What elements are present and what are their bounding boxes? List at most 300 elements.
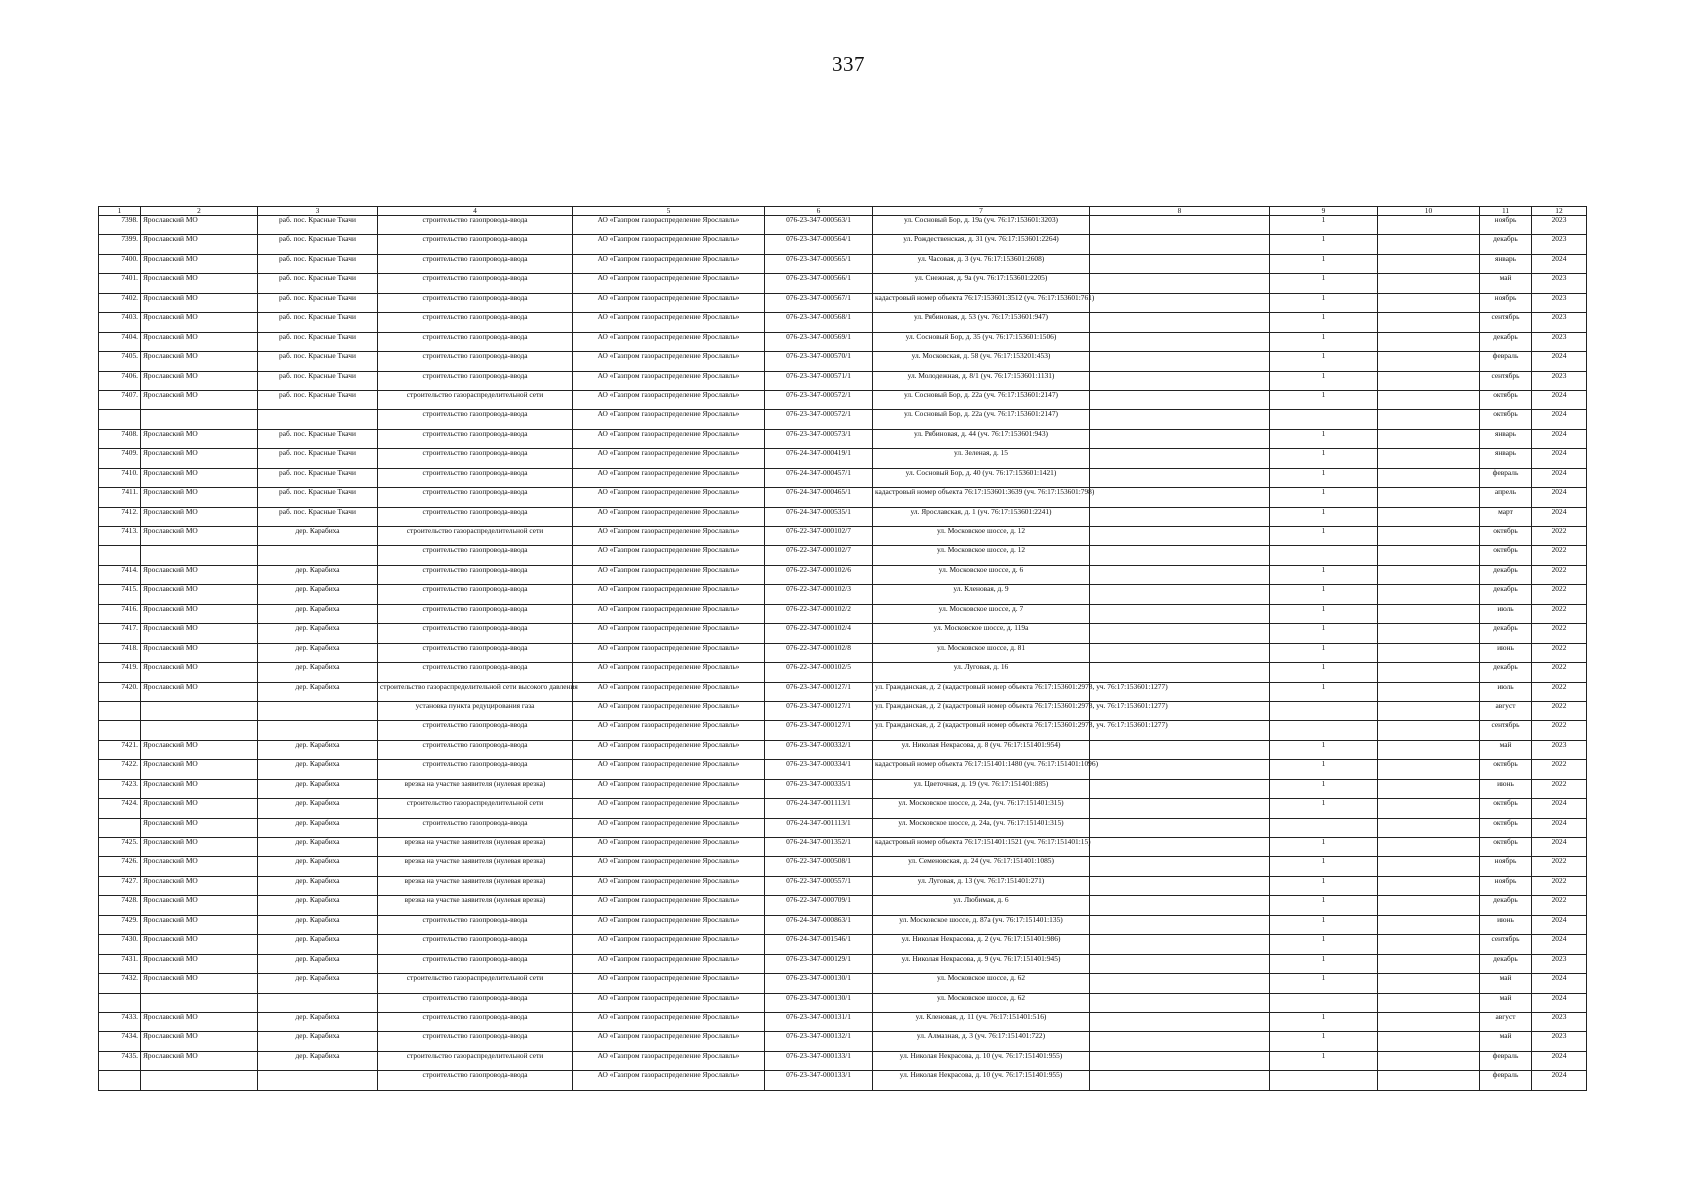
cell-address: ул. Московское шоссе, д. 6: [873, 565, 1090, 584]
cell-quantity: [1270, 701, 1378, 720]
cell-work-type: строительство газопровода-ввода: [378, 546, 573, 565]
cell-organization: АО «Газпром газораспределение Ярославль»: [573, 546, 765, 565]
cell-municipality: [141, 721, 258, 740]
cell-address: ул. Московское шоссе, д. 62: [873, 974, 1090, 993]
table-row: [99, 838, 1587, 857]
cell-quantity: 1: [1270, 857, 1378, 876]
table-row: [99, 274, 1587, 293]
cell-address: ул. Московское шоссе, д. 24а, (уч. 76:17:151401:315): [873, 799, 1090, 818]
cell-year: 2023: [1532, 235, 1587, 254]
cell-quantity: 1: [1270, 779, 1378, 798]
cell-organization: АО «Газпром газораспределение Ярославль»: [573, 216, 765, 235]
cell-municipality: Ярославский МО: [141, 371, 258, 390]
cell-col-10: [1378, 1051, 1480, 1070]
cell-contract-number: 076-23-347-000572/1: [765, 390, 873, 409]
cell-work-type: строительство газопровода-ввода: [378, 721, 573, 740]
cell-organization: АО «Газпром газораспределение Ярославль»: [573, 740, 765, 759]
cell-col-8: [1090, 429, 1270, 448]
column-header-12: 12: [1532, 207, 1587, 216]
cell-year: 2022: [1532, 682, 1587, 701]
cell-month: июнь: [1480, 643, 1532, 662]
cell-col-8: [1090, 352, 1270, 371]
cell-settlement: дер. Карабиха: [258, 565, 378, 584]
cell-address: ул. Снежная, д. 9а (уч. 76:17:153601:2205): [873, 274, 1090, 293]
cell-col-8: [1090, 604, 1270, 623]
cell-month: ноябрь: [1480, 293, 1532, 312]
cell-col-10: [1378, 352, 1480, 371]
cell-organization: АО «Газпром газораспределение Ярославль»: [573, 507, 765, 526]
cell-row-number: 7429.: [99, 915, 141, 934]
cell-quantity: [1270, 410, 1378, 429]
cell-quantity: [1270, 818, 1378, 837]
cell-address: ул. Рождественская, д. 31 (уч. 76:17:153601:2264): [873, 235, 1090, 254]
cell-quantity: 1: [1270, 1012, 1378, 1031]
cell-col-10: [1378, 643, 1480, 662]
cell-col-10: [1378, 857, 1480, 876]
cell-year: 2023: [1532, 1032, 1587, 1051]
cell-row-number: 7421.: [99, 740, 141, 759]
cell-row-number: 7409.: [99, 449, 141, 468]
cell-settlement: раб. пос. Красные Ткачи: [258, 352, 378, 371]
page-number: 337: [832, 52, 865, 76]
cell-col-8: [1090, 254, 1270, 273]
cell-row-number: 7426.: [99, 857, 141, 876]
cell-settlement: дер. Карабиха: [258, 585, 378, 604]
cell-contract-number: 076-24-347-000863/1: [765, 915, 873, 934]
column-header-8: 8: [1090, 207, 1270, 216]
cell-organization: АО «Газпром газораспределение Ярославль»: [573, 429, 765, 448]
cell-municipality: Ярославский МО: [141, 1051, 258, 1070]
cell-row-number: 7419.: [99, 663, 141, 682]
cell-quantity: 1: [1270, 954, 1378, 973]
cell-work-type: строительство газопровода-ввода: [378, 429, 573, 448]
cell-row-number: 7420.: [99, 682, 141, 701]
cell-year: 2024: [1532, 429, 1587, 448]
cell-col-10: [1378, 468, 1480, 487]
cell-col-10: [1378, 546, 1480, 565]
cell-work-type: строительство газопровода-ввода: [378, 935, 573, 954]
cell-settlement: дер. Карабиха: [258, 604, 378, 623]
cell-settlement: дер. Карабиха: [258, 1051, 378, 1070]
cell-col-10: [1378, 818, 1480, 837]
table-row: [99, 1071, 1587, 1090]
cell-col-10: [1378, 682, 1480, 701]
table-row: [99, 352, 1587, 371]
cell-organization: АО «Газпром газораспределение Ярославль»: [573, 449, 765, 468]
table-row: [99, 1012, 1587, 1031]
cell-work-type: строительство газопровода-ввода: [378, 760, 573, 779]
cell-col-10: [1378, 254, 1480, 273]
cell-row-number: 7404.: [99, 332, 141, 351]
cell-contract-number: 076-22-347-000102/7: [765, 546, 873, 565]
cell-contract-number: 076-23-347-000573/1: [765, 429, 873, 448]
cell-settlement: дер. Карабиха: [258, 818, 378, 837]
column-header-11: 11: [1480, 207, 1532, 216]
cell-quantity: 1: [1270, 216, 1378, 235]
cell-contract-number: 076-24-347-001546/1: [765, 935, 873, 954]
cell-municipality: Ярославский МО: [141, 274, 258, 293]
cell-municipality: Ярославский МО: [141, 740, 258, 759]
cell-organization: АО «Газпром газораспределение Ярославль»: [573, 488, 765, 507]
cell-year: 2022: [1532, 876, 1587, 895]
cell-address: ул. Гражданская, д. 2 (кадастровый номер объекта 76:17:153601:2978, уч. 76:17:153601:1277): [873, 701, 1090, 720]
table-row: [99, 954, 1587, 973]
cell-year: 2022: [1532, 604, 1587, 623]
cell-contract-number: 076-23-347-000130/1: [765, 993, 873, 1012]
cell-contract-number: 076-23-347-000564/1: [765, 235, 873, 254]
cell-col-8: [1090, 585, 1270, 604]
cell-year: 2022: [1532, 701, 1587, 720]
cell-col-8: [1090, 274, 1270, 293]
cell-month: январь: [1480, 449, 1532, 468]
cell-work-type: строительство газопровода-ввода: [378, 565, 573, 584]
cell-quantity: 1: [1270, 371, 1378, 390]
cell-municipality: Ярославский МО: [141, 313, 258, 332]
cell-row-number: [99, 1071, 141, 1090]
cell-address: ул. Сосновый Бор, д. 22а (уч. 76:17:153601:2147): [873, 390, 1090, 409]
cell-address: ул. Московское шоссе, д. 62: [873, 993, 1090, 1012]
cell-address: ул. Луговая, д. 16: [873, 663, 1090, 682]
cell-organization: АО «Газпром газораспределение Ярославль»: [573, 779, 765, 798]
cell-municipality: Ярославский МО: [141, 254, 258, 273]
cell-municipality: Ярославский МО: [141, 643, 258, 662]
cell-settlement: дер. Карабиха: [258, 779, 378, 798]
cell-work-type: строительство газораспределительной сети: [378, 1051, 573, 1070]
cell-quantity: 1: [1270, 274, 1378, 293]
cell-address: ул. Московское шоссе, д. 119а: [873, 624, 1090, 643]
cell-month: июнь: [1480, 915, 1532, 934]
cell-settlement: раб. пос. Красные Ткачи: [258, 254, 378, 273]
cell-contract-number: 076-24-347-001352/1: [765, 838, 873, 857]
cell-municipality: Ярославский МО: [141, 896, 258, 915]
cell-settlement: дер. Карабиха: [258, 857, 378, 876]
cell-row-number: 7401.: [99, 274, 141, 293]
cell-row-number: 7433.: [99, 1012, 141, 1031]
cell-row-number: 7415.: [99, 585, 141, 604]
cell-col-8: [1090, 779, 1270, 798]
column-header-9: 9: [1270, 207, 1378, 216]
cell-quantity: 1: [1270, 604, 1378, 623]
cell-month: июль: [1480, 604, 1532, 623]
cell-work-type: строительство газопровода-ввода: [378, 332, 573, 351]
cell-address: ул. Николая Некрасова, д. 10 (уч. 76:17:151401:955): [873, 1051, 1090, 1070]
table-row: [99, 876, 1587, 895]
cell-row-number: 7431.: [99, 954, 141, 973]
cell-organization: АО «Газпром газораспределение Ярославль»: [573, 624, 765, 643]
cell-municipality: Ярославский МО: [141, 954, 258, 973]
cell-month: февраль: [1480, 352, 1532, 371]
cell-year: 2023: [1532, 371, 1587, 390]
cell-year: 2022: [1532, 624, 1587, 643]
cell-month: октябрь: [1480, 410, 1532, 429]
cell-work-type: строительство газораспределительной сети: [378, 527, 573, 546]
cell-year: 2024: [1532, 993, 1587, 1012]
cell-organization: АО «Газпром газораспределение Ярославль»: [573, 974, 765, 993]
cell-col-8: [1090, 624, 1270, 643]
table-row: [99, 449, 1587, 468]
cell-col-8: [1090, 1032, 1270, 1051]
cell-work-type: строительство газораспределительной сети высокого давления: [378, 682, 573, 701]
cell-address: ул. Луговая, д. 13 (уч. 76:17:151401:271): [873, 876, 1090, 895]
cell-year: 2024: [1532, 799, 1587, 818]
cell-municipality: Ярославский МО: [141, 468, 258, 487]
cell-settlement: дер. Карабиха: [258, 760, 378, 779]
cell-organization: АО «Газпром газораспределение Ярославль»: [573, 1051, 765, 1070]
cell-quantity: 1: [1270, 876, 1378, 895]
cell-row-number: 7435.: [99, 1051, 141, 1070]
cell-settlement: раб. пос. Красные Ткачи: [258, 332, 378, 351]
cell-year: 2024: [1532, 254, 1587, 273]
cell-settlement: раб. пос. Красные Ткачи: [258, 235, 378, 254]
cell-col-8: [1090, 332, 1270, 351]
cell-settlement: раб. пос. Красные Ткачи: [258, 216, 378, 235]
cell-organization: АО «Газпром газораспределение Ярославль»: [573, 585, 765, 604]
cell-settlement: [258, 1071, 378, 1090]
table-row: [99, 313, 1587, 332]
cell-settlement: дер. Карабиха: [258, 1012, 378, 1031]
table-row: [99, 818, 1587, 837]
cell-col-10: [1378, 915, 1480, 934]
cell-contract-number: 076-22-347-000557/1: [765, 876, 873, 895]
cell-work-type: строительство газопровода-ввода: [378, 410, 573, 429]
cell-month: ноябрь: [1480, 857, 1532, 876]
cell-col-10: [1378, 1012, 1480, 1031]
cell-year: 2022: [1532, 721, 1587, 740]
cell-work-type: строительство газопровода-ввода: [378, 624, 573, 643]
cell-row-number: 7416.: [99, 604, 141, 623]
cell-year: 2024: [1532, 838, 1587, 857]
cell-settlement: раб. пос. Красные Ткачи: [258, 507, 378, 526]
cell-municipality: Ярославский МО: [141, 488, 258, 507]
cell-col-10: [1378, 1071, 1480, 1090]
cell-contract-number: 076-24-347-000535/1: [765, 507, 873, 526]
cell-col-8: [1090, 663, 1270, 682]
cell-row-number: 7417.: [99, 624, 141, 643]
cell-address: ул. Сосновый Бор, д. 40 (уч. 76:17:153601:1421): [873, 468, 1090, 487]
cell-year: 2023: [1532, 1012, 1587, 1031]
cell-row-number: [99, 721, 141, 740]
cell-col-10: [1378, 974, 1480, 993]
cell-contract-number: 076-22-347-000102/4: [765, 624, 873, 643]
cell-address: ул. Кленовая, д. 11 (уч. 76:17:151401:516): [873, 1012, 1090, 1031]
table-row: [99, 974, 1587, 993]
cell-month: май: [1480, 740, 1532, 759]
cell-settlement: [258, 701, 378, 720]
table-row: [99, 254, 1587, 273]
cell-contract-number: 076-22-347-000102/7: [765, 527, 873, 546]
register-table: [98, 206, 1587, 1091]
cell-municipality: Ярославский МО: [141, 1032, 258, 1051]
cell-month: декабрь: [1480, 663, 1532, 682]
cell-work-type: строительство газопровода-ввода: [378, 235, 573, 254]
cell-address: кадастровый номер объекта 76:17:151401:1480 (уч. 76:17:151401:1096): [873, 760, 1090, 779]
table-row: [99, 760, 1587, 779]
cell-year: 2022: [1532, 565, 1587, 584]
cell-col-10: [1378, 779, 1480, 798]
table-row: [99, 935, 1587, 954]
column-header-7: 7: [873, 207, 1090, 216]
cell-organization: АО «Газпром газораспределение Ярославль»: [573, 760, 765, 779]
cell-settlement: дер. Карабиха: [258, 896, 378, 915]
cell-year: 2023: [1532, 293, 1587, 312]
cell-month: февраль: [1480, 1051, 1532, 1070]
cell-row-number: 7408.: [99, 429, 141, 448]
cell-municipality: Ярославский МО: [141, 565, 258, 584]
cell-quantity: [1270, 721, 1378, 740]
cell-col-8: [1090, 1051, 1270, 1070]
cell-row-number: 7425.: [99, 838, 141, 857]
cell-work-type: строительство газопровода-ввода: [378, 488, 573, 507]
cell-work-type: врезка на участке заявителя (нулевая врезка): [378, 896, 573, 915]
cell-address: ул. Московское шоссе, д. 7: [873, 604, 1090, 623]
cell-year: 2023: [1532, 332, 1587, 351]
cell-work-type: строительство газопровода-ввода: [378, 915, 573, 934]
cell-contract-number: 076-23-347-000130/1: [765, 974, 873, 993]
cell-col-10: [1378, 624, 1480, 643]
cell-address: ул. Зеленая, д. 15: [873, 449, 1090, 468]
cell-month: октябрь: [1480, 818, 1532, 837]
cell-contract-number: 076-23-347-000563/1: [765, 216, 873, 235]
cell-col-10: [1378, 604, 1480, 623]
cell-address: ул. Московская, д. 58 (уч. 76:17:153201:453): [873, 352, 1090, 371]
cell-organization: АО «Газпром газораспределение Ярославль»: [573, 838, 765, 857]
cell-work-type: строительство газопровода-ввода: [378, 313, 573, 332]
cell-row-number: 7402.: [99, 293, 141, 312]
cell-row-number: 7414.: [99, 565, 141, 584]
cell-organization: АО «Газпром газораспределение Ярославль»: [573, 410, 765, 429]
cell-contract-number: 076-23-347-000570/1: [765, 352, 873, 371]
cell-contract-number: 076-23-347-000566/1: [765, 274, 873, 293]
cell-contract-number: 076-24-347-000465/1: [765, 488, 873, 507]
cell-col-8: [1090, 876, 1270, 895]
cell-year: 2024: [1532, 410, 1587, 429]
cell-contract-number: 076-23-347-000571/1: [765, 371, 873, 390]
cell-municipality: Ярославский МО: [141, 779, 258, 798]
cell-col-10: [1378, 838, 1480, 857]
cell-settlement: [258, 410, 378, 429]
cell-settlement: раб. пос. Красные Ткачи: [258, 429, 378, 448]
cell-organization: АО «Газпром газораспределение Ярославль»: [573, 915, 765, 934]
cell-work-type: строительство газопровода-ввода: [378, 449, 573, 468]
cell-work-type: строительство газопровода-ввода: [378, 216, 573, 235]
cell-contract-number: 076-23-347-000567/1: [765, 293, 873, 312]
cell-col-8: [1090, 896, 1270, 915]
cell-organization: АО «Газпром газораспределение Ярославль»: [573, 274, 765, 293]
table-row: [99, 1032, 1587, 1051]
table-row: [99, 721, 1587, 740]
column-header-1: 1: [99, 207, 141, 216]
cell-work-type: врезка на участке заявителя (нулевая врезка): [378, 876, 573, 895]
cell-municipality: [141, 1071, 258, 1090]
cell-year: 2024: [1532, 1051, 1587, 1070]
cell-address: ул. Николая Некрасова, д. 9 (уч. 76:17:151401:945): [873, 954, 1090, 973]
cell-address: ул. Московское шоссе, д. 12: [873, 546, 1090, 565]
cell-municipality: Ярославский МО: [141, 527, 258, 546]
cell-organization: АО «Газпром газораспределение Ярославль»: [573, 643, 765, 662]
cell-month: апрель: [1480, 488, 1532, 507]
cell-organization: АО «Газпром газораспределение Ярославль»: [573, 954, 765, 973]
cell-organization: АО «Газпром газораспределение Ярославль»: [573, 390, 765, 409]
column-header-5: 5: [573, 207, 765, 216]
cell-col-10: [1378, 507, 1480, 526]
cell-col-10: [1378, 1032, 1480, 1051]
cell-settlement: раб. пос. Красные Ткачи: [258, 449, 378, 468]
cell-municipality: [141, 410, 258, 429]
table-row: [99, 1051, 1587, 1070]
cell-col-8: [1090, 760, 1270, 779]
cell-address: ул. Николая Некрасова, д. 2 (уч. 76:17:151401:986): [873, 935, 1090, 954]
cell-row-number: [99, 993, 141, 1012]
cell-settlement: дер. Карабиха: [258, 527, 378, 546]
cell-col-8: [1090, 1071, 1270, 1090]
cell-contract-number: 076-23-347-000131/1: [765, 1012, 873, 1031]
cell-settlement: раб. пос. Красные Ткачи: [258, 390, 378, 409]
cell-municipality: Ярославский МО: [141, 332, 258, 351]
cell-municipality: Ярославский МО: [141, 235, 258, 254]
cell-col-10: [1378, 332, 1480, 351]
cell-month: сентябрь: [1480, 371, 1532, 390]
cell-col-8: [1090, 935, 1270, 954]
cell-year: 2024: [1532, 468, 1587, 487]
cell-settlement: дер. Карабиха: [258, 935, 378, 954]
cell-month: декабрь: [1480, 954, 1532, 973]
cell-work-type: врезка на участке заявителя (нулевая врезка): [378, 857, 573, 876]
column-header-10: 10: [1378, 207, 1480, 216]
cell-address: ул. Ярославская, д. 1 (уч. 76:17:153601:2241): [873, 507, 1090, 526]
cell-month: декабрь: [1480, 624, 1532, 643]
table-row: [99, 216, 1587, 235]
cell-quantity: 1: [1270, 429, 1378, 448]
cell-settlement: раб. пос. Красные Ткачи: [258, 488, 378, 507]
cell-settlement: раб. пос. Красные Ткачи: [258, 274, 378, 293]
cell-contract-number: 076-24-347-000457/1: [765, 468, 873, 487]
table-body: [99, 216, 1587, 1091]
cell-row-number: 7412.: [99, 507, 141, 526]
cell-row-number: 7424.: [99, 799, 141, 818]
cell-organization: АО «Газпром газораспределение Ярославль»: [573, 293, 765, 312]
table-row: [99, 701, 1587, 720]
cell-month: октябрь: [1480, 799, 1532, 818]
cell-contract-number: 076-22-347-000709/1: [765, 896, 873, 915]
cell-year: 2024: [1532, 1071, 1587, 1090]
cell-contract-number: 076-24-347-001113/1: [765, 799, 873, 818]
cell-quantity: 1: [1270, 332, 1378, 351]
cell-work-type: строительство газопровода-ввода: [378, 740, 573, 759]
cell-contract-number: 076-23-347-000335/1: [765, 779, 873, 798]
cell-col-10: [1378, 565, 1480, 584]
cell-col-10: [1378, 429, 1480, 448]
cell-row-number: [99, 701, 141, 720]
cell-organization: АО «Газпром газораспределение Ярославль»: [573, 254, 765, 273]
cell-work-type: строительство газопровода-ввода: [378, 993, 573, 1012]
cell-month: ноябрь: [1480, 876, 1532, 895]
cell-col-8: [1090, 974, 1270, 993]
cell-municipality: Ярославский МО: [141, 293, 258, 312]
cell-year: 2022: [1532, 546, 1587, 565]
table-row: [99, 682, 1587, 701]
cell-address: кадастровый номер объекта 76:17:153601:3512 (уч. 76:17:153601:761): [873, 293, 1090, 312]
cell-organization: АО «Газпром газораспределение Ярославль»: [573, 663, 765, 682]
cell-address: ул. Молодежная, д. 8/1 (уч. 76:17:153601:1131): [873, 371, 1090, 390]
cell-settlement: дер. Карабиха: [258, 974, 378, 993]
cell-year: 2022: [1532, 857, 1587, 876]
cell-settlement: [258, 721, 378, 740]
cell-municipality: [141, 701, 258, 720]
cell-work-type: строительство газопровода-ввода: [378, 274, 573, 293]
cell-row-number: 7403.: [99, 313, 141, 332]
cell-municipality: Ярославский МО: [141, 1012, 258, 1031]
cell-settlement: дер. Карабиха: [258, 740, 378, 759]
